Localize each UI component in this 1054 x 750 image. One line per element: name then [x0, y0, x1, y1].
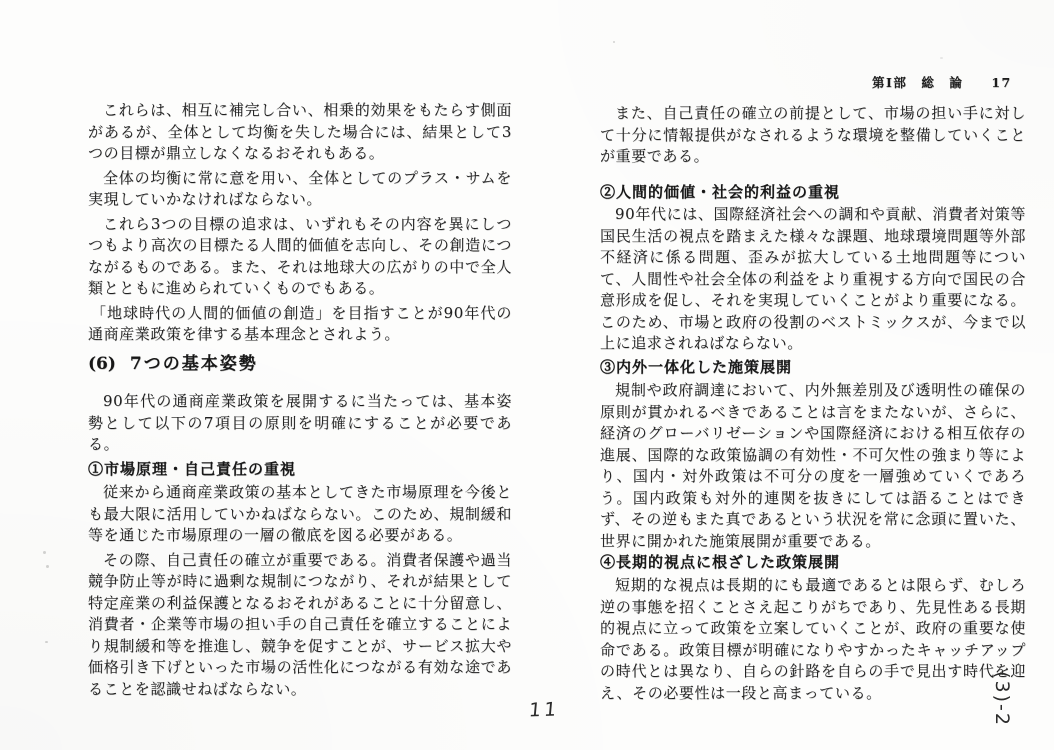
- item-4-heading: ④長期的視点に根ざした政策展開: [600, 553, 841, 571]
- paragraph: 規制や政府調達において、内外無差別及び透明性の確保の原則が貫かれるべきであることは言をまたないが、さらに、経済のグローバリゼーションや国際経済における相互依存の進展、国際的な政策協調の有効性・不可欠性の強まり等により、国内・対外政策は不可分の度を一層強めていくであろう。国内政策も対外的連関を抜きにしては語ることはできず、その逆もまた真であるという状況を常に念頭に置いた、世界に開かれた施策展開が重要である。: [600, 381, 1026, 550]
- right-column-top-paragraph: [600, 103, 1026, 171]
- paragraph: 90年代には、国際経済社会への調和や貢献、消費者対策等国民生活の視点を踏まえた様々な課題、地球環境問題等外部不経済に係る問題、歪みが拡大している土地問題等について、人間性や社会全体の利益をより重視する方向で国民の合意形成を促し、それを実現していくことがより重要になる。このため、市場と政府の役割のベストミックスが、今まで以上に追求されねばならない。: [600, 205, 1026, 352]
- paragraph: 全体の均衡に常に意を用い、全体としてのプラス・サムを実現していかなければならない。: [88, 168, 512, 208]
- paragraph: 短期的な視点は長期的にも最適であるとは限らず、むしろ逆の事態を招くことさえ起こりがちであり、先見性ある長期的視点に立って政策を立案していくことが、政府の重要な使命である。政策目標が明確になりやすかったキャッチアップの時代とは異なり、自らの針路を自らの手で見出す時代を迎え、その必要性は一段と高まっている。: [600, 576, 1026, 702]
- item-4-paragraphs: [600, 575, 1026, 707]
- scan-speck: [43, 551, 46, 554]
- handwritten-margin-note: (3)-2: [991, 671, 1013, 727]
- item-2-heading: ②人間的価値・社会的利益の重視: [600, 183, 841, 201]
- section-6-label: (6): [88, 354, 116, 374]
- paragraph: これら3つの目標の追求は、いずれもその内容を異にしつつもより高次の目標たる人間的価値を志向し、その創造につながるものである。また、それは地球大の広がりの中で全人類とともに進められていくものでもある。: [88, 214, 512, 297]
- item-2-paragraphs: [600, 204, 1026, 358]
- section-6-intro: [88, 391, 512, 459]
- left-column-top-paragraphs: [88, 100, 512, 349]
- item-1-paragraphs: [88, 482, 512, 703]
- paragraph: その際、自己責任の確立が重要である。消費者保護や過当競争防止等が時に過剰な規制につながり、それが結果として特定産業の利益保護となるおそれがあることに十分留意し、消費者・企業等市場の担い手の自己責任を確立することにより規制緩和等を推進し、競争を促すことが、サービス拡大や価格引き下げといった市場の活性化につながる有効な途であることを認識せねばならない。: [88, 550, 512, 698]
- section-6-title: 7つの基本姿勢: [129, 354, 258, 374]
- scan-speck: [940, 57, 943, 59]
- paragraph: 90年代の通商産業政策を展開するに当たっては、基本姿勢として以下の7項目の原則を明確にすることが必要である。: [88, 392, 512, 453]
- scan-speck: [46, 565, 49, 568]
- scan-speck: [613, 41, 615, 43]
- item-3-heading: ③内外一体化した施策展開: [600, 358, 793, 376]
- section-6-heading: [88, 349, 512, 374]
- paragraph: これらは、相互に補完し合い、相乗的効果をもたらす側面があるが、全体として均衡を失した場合には、結果として3つの目標が鼎立しなくなるおそれもある。: [88, 101, 512, 162]
- handwritten-page-number: 11: [527, 698, 561, 722]
- paragraph: また、自己責任の確立の前提として、市場の担い手に対して十分に情報提供がなされるような環境を整備していくことが重要である。: [600, 104, 1026, 165]
- page-header: 第Ⅰ部 総 論 17: [872, 75, 1012, 90]
- item-3-paragraphs: [600, 380, 1026, 555]
- scan-speck: [45, 641, 48, 643]
- item-1-heading: ①市場原理・自己責任の重視: [88, 460, 297, 478]
- paragraph: 「地球時代の人間的価値の創造」を目指すことが90年代の通商産業政策を律する基本理念とされよう。: [88, 303, 512, 343]
- paragraph: 従来から通商産業政策の基本としてきた市場原理を今後とも最大限に活用していかねばならない。このため、規制緩和等を通じた市場原理の一層の徹底を図る必要がある。: [88, 483, 512, 544]
